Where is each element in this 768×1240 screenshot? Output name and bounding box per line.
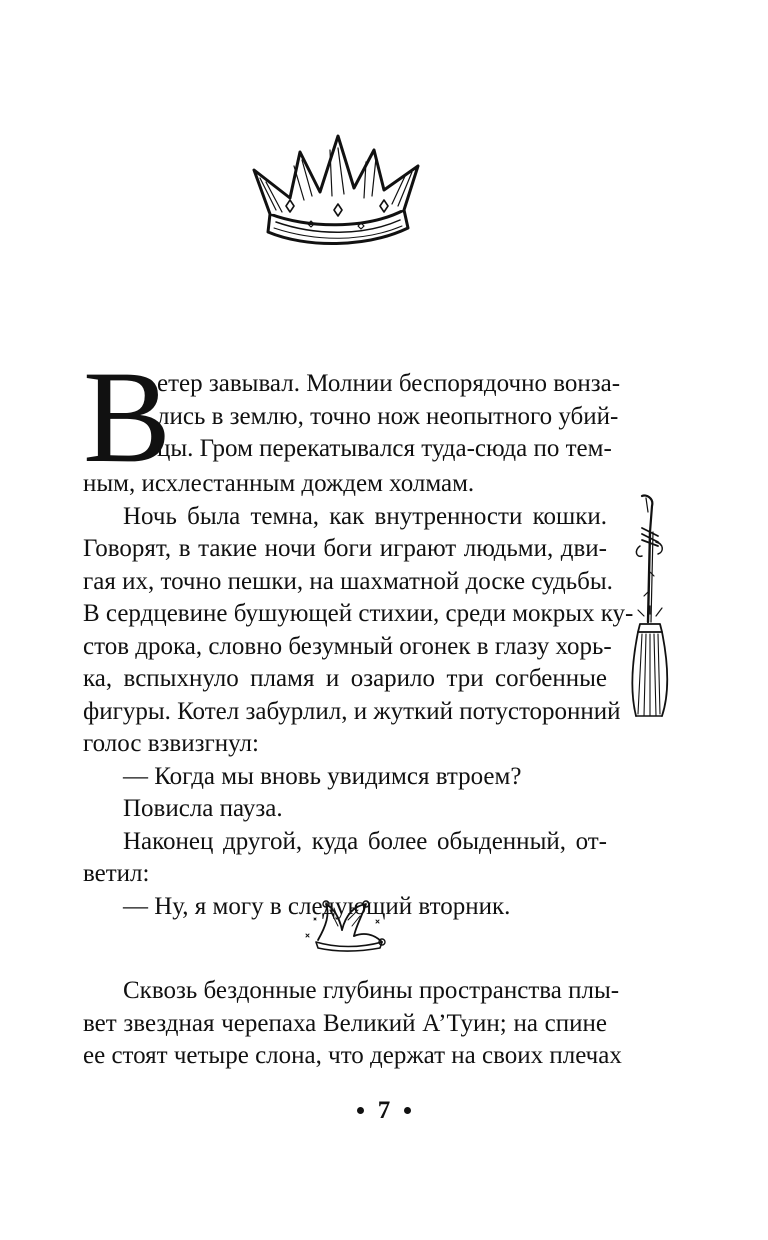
text-line: — Ну, я могу в следующий вторник. [123, 892, 511, 920]
text-line: цы. Гром перекатывался туда-сюда по тем- [157, 435, 612, 462]
page-number [0, 1097, 768, 1125]
text-line: Наконец другой, куда более обыденный, от- [123, 827, 607, 855]
text-line: стов дрока, словно безумный огонек в глазу хорь- [83, 632, 612, 660]
text-line: лись в землю, точно нож неопытного убий- [157, 402, 619, 430]
crown-icon [246, 132, 424, 254]
text-line: гая их, точно пешки, на шахматной доске судьбы. [83, 567, 613, 595]
text-line: Сквозь бездонные глубины пространства плы- [123, 977, 620, 1004]
text-line: В сердцевине бушующей стихии, среди мокрых ку- [83, 600, 634, 627]
opening-paragraph [157, 370, 621, 468]
broom-icon [624, 492, 674, 720]
text-line: Говорят, в такие ночи боги играют людьми, дви- [83, 535, 607, 562]
bullet-dot [404, 1107, 411, 1114]
text-line: ка, вспыхнуло пламя и озарило три согбенные [83, 665, 607, 692]
text-line: вет звездная черепаха Великий А’Туин; на спине [83, 1009, 607, 1037]
closing-text [83, 975, 622, 1073]
text-line: етер завывал. Молнии беспорядочно вонза- [157, 370, 621, 397]
text-line: — Когда мы вновь увидимся втроем? [123, 762, 522, 790]
text-line: Ночь была темна, как внутренности кошки. [123, 502, 607, 530]
jester-hat-icon [296, 896, 392, 952]
bullet-dot [357, 1107, 364, 1114]
page-number-value: 7 [377, 1097, 391, 1124]
text-line: голос взвизгнул: [83, 730, 259, 757]
text-line: ным, исхлестанным дождем холмам. [83, 470, 475, 497]
text-line: ее стоят четыре слона, что держат на своих плечах [83, 1042, 622, 1069]
text-line: ветил: [83, 860, 150, 887]
text-line: фигуры. Котел забурлил, и жуткий потусторонний [83, 697, 621, 725]
body-text [83, 468, 634, 923]
drop-cap-letter: В [83, 343, 172, 490]
text-line: Повисла пауза. [123, 795, 283, 822]
